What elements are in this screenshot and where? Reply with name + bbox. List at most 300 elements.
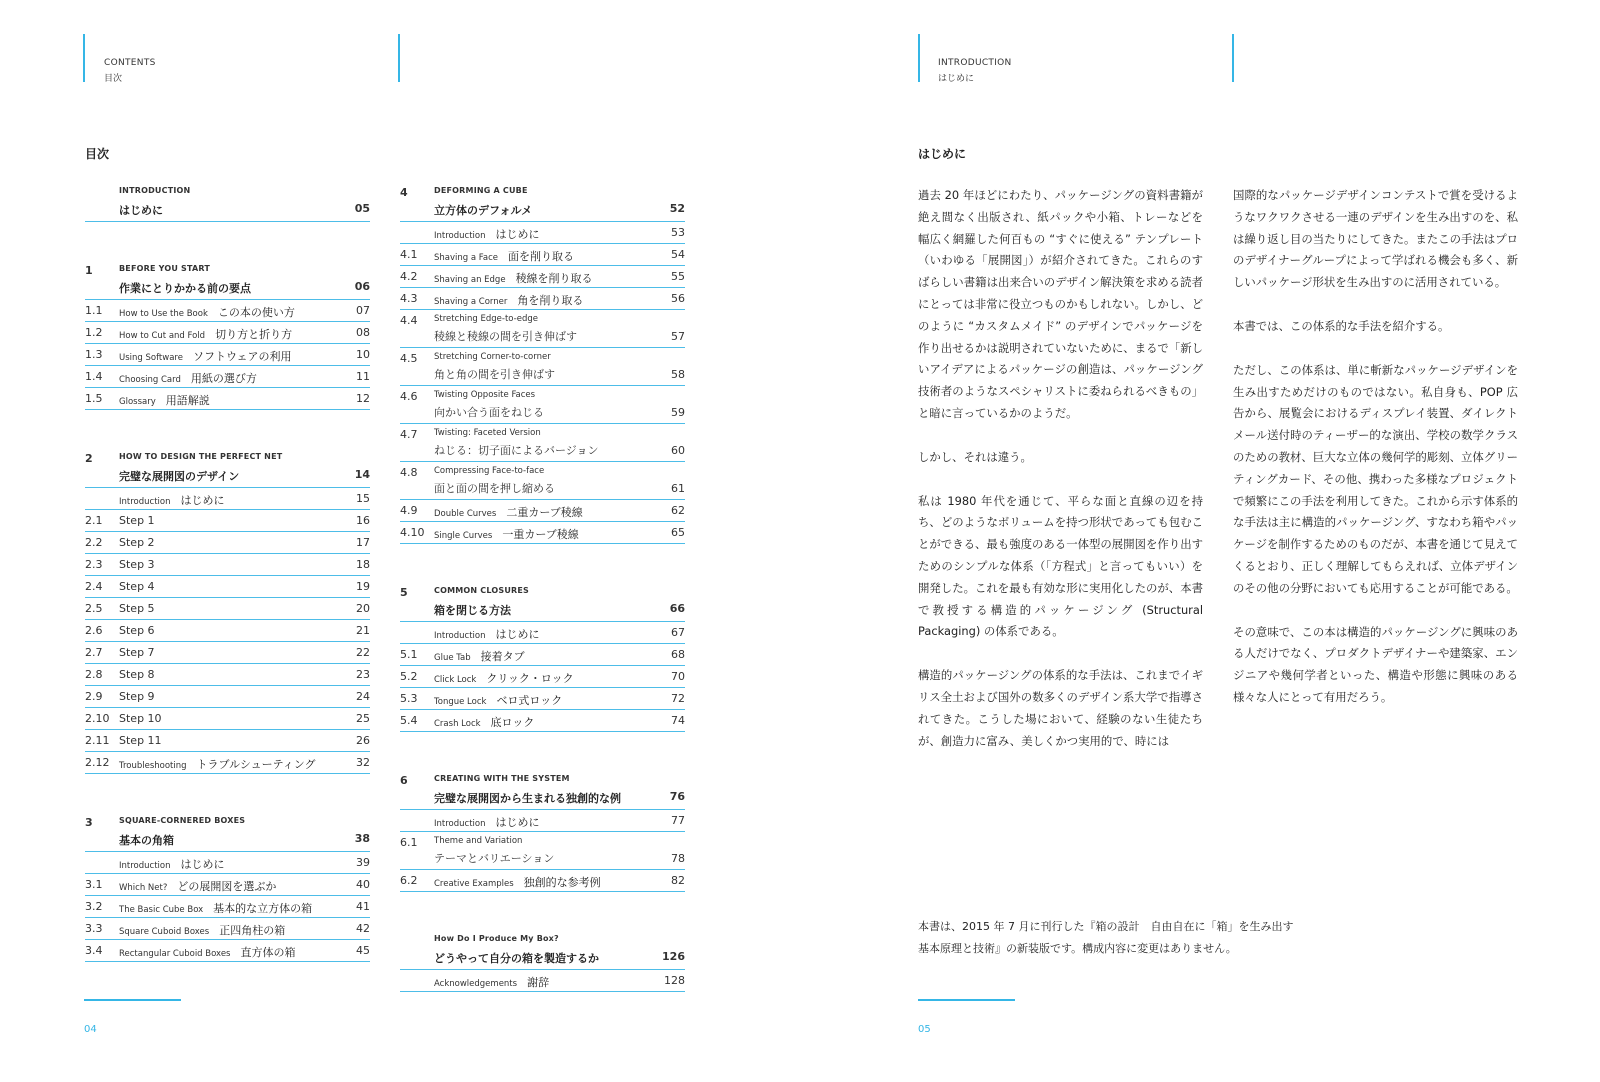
toc-gap bbox=[85, 222, 370, 260]
toc-entry-number: 5.1 bbox=[400, 648, 418, 661]
toc-entry-title-jp: 稜線を削り取る bbox=[515, 272, 593, 285]
toc-entry[interactable] bbox=[85, 488, 370, 510]
toc-entry-number: 4.1 bbox=[400, 248, 418, 261]
toc-entry-title-en: Click Lock bbox=[434, 675, 477, 685]
toc-entry-page: 11 bbox=[356, 370, 370, 383]
toc-entry-title-en: Tongue Lock bbox=[434, 697, 487, 707]
toc-entry[interactable] bbox=[85, 752, 370, 774]
toc-entry-title-jp: はじめに bbox=[495, 228, 540, 241]
toc-entry[interactable] bbox=[400, 522, 685, 544]
toc-entry-number: 3.2 bbox=[85, 900, 103, 913]
toc-entry-title-jp: はじめに bbox=[180, 858, 225, 871]
toc-entry-page: 19 bbox=[356, 580, 370, 593]
toc-entry-page: 41 bbox=[356, 900, 370, 913]
toc-entry-title bbox=[119, 734, 162, 747]
toc-entry-title-jp: 向かい合う面をねじる bbox=[434, 406, 544, 419]
toc-section[interactable] bbox=[85, 260, 370, 300]
toc-section-number: 3 bbox=[85, 816, 93, 829]
toc-section[interactable] bbox=[85, 182, 370, 222]
toc-section[interactable] bbox=[400, 930, 685, 970]
toc-section[interactable] bbox=[85, 812, 370, 852]
toc-entry-number: 2.5 bbox=[85, 602, 103, 615]
toc-entry-page: 61 bbox=[671, 482, 685, 495]
toc-entry-title-en: The Basic Cube Box bbox=[119, 905, 204, 915]
toc-entry-page: 10 bbox=[356, 348, 370, 361]
toc-entry-title-en: Introduction bbox=[434, 231, 486, 241]
toc-entry-number: 6.2 bbox=[400, 874, 418, 887]
toc-entry[interactable] bbox=[85, 940, 370, 962]
toc-section-page: 14 bbox=[354, 468, 370, 481]
toc-entry[interactable] bbox=[85, 510, 370, 532]
toc-section-title-jp: 完璧な展開図から生まれる独創的な例 bbox=[434, 792, 621, 805]
toc-section-number: 1 bbox=[85, 264, 93, 277]
toc-entry-title-en: Square Cuboid Boxes bbox=[119, 927, 210, 937]
toc-gap bbox=[400, 892, 685, 930]
left-header-jp: 目次 bbox=[104, 74, 123, 84]
edition-note bbox=[918, 916, 1418, 960]
toc-entry-title-en: Twisting: Faceted Version bbox=[434, 428, 541, 438]
toc-entry-title bbox=[119, 944, 295, 960]
toc-entry-page: 39 bbox=[356, 856, 370, 869]
toc-entry[interactable] bbox=[85, 642, 370, 664]
toc-entry-title-jp: Step 3 bbox=[119, 558, 155, 571]
toc-entry-title-jp: Step 2 bbox=[119, 536, 155, 549]
toc-entry-page: 58 bbox=[671, 368, 685, 381]
toc-entry-title-jp: 角を削り取る bbox=[517, 294, 584, 307]
toc-entry-title bbox=[119, 646, 155, 659]
toc-entry-number: 2.1 bbox=[85, 514, 103, 527]
toc-entry-title-jp: はじめに bbox=[180, 494, 225, 507]
toc-entry-page: 54 bbox=[671, 248, 685, 261]
toc-entry-title-jp: Step 8 bbox=[119, 668, 155, 681]
toc-entry-title-en: Troubleshooting bbox=[119, 761, 187, 771]
toc-entry-number: 3.1 bbox=[85, 878, 103, 891]
toc-entry-title-jp: Step 9 bbox=[119, 690, 155, 703]
toc-entry-title bbox=[119, 690, 155, 703]
intro-paragraph: 過去 20 年ほどにわたり、パッケージングの資料書籍が絶え間なく出版され、紙パックや小箱、トレーなどを幅広く網羅した何百もの “すぐに使える” テンプレート（いわゆる「展開図」）が紹介されてきた。これらのすばらしい書籍は出来合いのデザイン解決策を求める読者にとっては非常に役立つものかもしれない。しかし、どのように “カスタムメイド” のデザインでパッケージを作り出せるかは説明されていないために、まるで「新しいアイデアによるパッケージの創造は、パッケージング技術者のようなスペシャリストに委ねられるべきもの」と暗に言っているかのようだ。 bbox=[918, 188, 1203, 420]
toc-entry-page: 82 bbox=[671, 874, 685, 887]
toc-section-title-en: How Do I Produce My Box? bbox=[434, 934, 559, 943]
toc-entry[interactable] bbox=[400, 222, 685, 244]
intro-paragraph: しかし、それは違う。 bbox=[918, 449, 1032, 464]
right-footer-rule bbox=[918, 999, 1015, 1001]
toc-entry-title-jp: 正四角柱の箱 bbox=[219, 924, 286, 937]
toc-section-title-en: HOW TO DESIGN THE PERFECT NET bbox=[119, 452, 283, 461]
toc-entry[interactable] bbox=[85, 532, 370, 554]
toc-entry-page: 40 bbox=[356, 878, 370, 891]
toc-entry-page: 32 bbox=[356, 756, 370, 769]
toc-entry-title-en: Single Curves bbox=[434, 531, 493, 541]
toc-entry[interactable] bbox=[85, 852, 370, 874]
intro-paragraph: 国際的なパッケージデザインコンテストで賞を受けるようなワクワクさせる一連のデザインを生み出すのを、私は繰り返し目の当たりにしてきた。またこの手法はプロのデザイナーグループによって学ばれる機会も多く、新しいパッケージ形状を生み出すのに活用されている。 bbox=[1233, 188, 1518, 290]
toc-entry-page: 23 bbox=[356, 668, 370, 681]
toc-section-page: 52 bbox=[669, 202, 685, 215]
toc-entry[interactable] bbox=[85, 576, 370, 598]
toc-entry-title-jp: 謝辞 bbox=[527, 976, 550, 989]
toc-entry-title-jp: 二重カーブ稜線 bbox=[506, 506, 583, 519]
toc-entry-title-en: Crash Lock bbox=[434, 719, 481, 729]
toc-entry-number: 2.4 bbox=[85, 580, 103, 593]
toc-entry-title-jp: 角と角の間を引き伸ばす bbox=[434, 368, 555, 381]
toc-section[interactable] bbox=[400, 770, 685, 810]
toc-entry-title bbox=[119, 558, 155, 571]
toc-section-page: 76 bbox=[669, 790, 685, 803]
toc-entry-page: 42 bbox=[356, 922, 370, 935]
toc-section-title-jp: 完璧な展開図のデザイン bbox=[119, 470, 240, 483]
toc-entry-page: 17 bbox=[356, 536, 370, 549]
toc-entry-title bbox=[434, 670, 574, 686]
toc-entry-number: 4.6 bbox=[400, 390, 418, 403]
toc-entry[interactable] bbox=[400, 266, 685, 288]
toc-entry-title-jp: 底ロック bbox=[490, 716, 535, 729]
toc-entry-number: 2.10 bbox=[85, 712, 110, 725]
toc-entry-title bbox=[119, 304, 295, 320]
toc-entry-title bbox=[119, 624, 155, 637]
toc-section-title-en: DEFORMING A CUBE bbox=[434, 186, 528, 195]
edition-note-line-1: 本書は、2015 年 7 月に刊行した『箱の設計 自由自在に「箱」を生み出す bbox=[918, 920, 1294, 933]
right-header-jp: はじめに bbox=[938, 74, 975, 84]
toc-entry-page: 70 bbox=[671, 670, 685, 683]
toc-section-title-en: INTRODUCTION bbox=[119, 186, 191, 195]
toc-entry-title-jp: ソフトウェアの利用 bbox=[192, 350, 292, 363]
toc-entry-number: 3.3 bbox=[85, 922, 103, 935]
toc-entry-title bbox=[434, 504, 583, 520]
toc-section-number: 4 bbox=[400, 186, 408, 199]
toc-section-title-jp: どうやって自分の箱を製造するか bbox=[434, 952, 599, 965]
toc-section-page: 06 bbox=[354, 280, 370, 293]
intro-paragraph: 構造的パッケージングの体系的な手法は、これまでイギリス全土および国外の数多くのデザイン系大学で指導されてきた。こうした場において、経験のない生徒たちが、創造力に富み、美しくかつ実用的で、時には bbox=[918, 668, 1203, 748]
header-rule-right-2 bbox=[1232, 34, 1234, 82]
toc-entry-title bbox=[119, 492, 224, 508]
toc-entry[interactable] bbox=[400, 500, 685, 522]
toc-entry-title bbox=[434, 526, 579, 542]
toc-entry[interactable] bbox=[85, 708, 370, 730]
toc-entry-title bbox=[434, 874, 601, 890]
toc-entry-title bbox=[119, 712, 162, 725]
toc-entry-title-en: Introduction bbox=[434, 819, 486, 829]
toc-entry-title bbox=[119, 392, 210, 408]
toc-entry-page: 53 bbox=[671, 226, 685, 239]
toc-section[interactable] bbox=[400, 182, 685, 222]
toc-entry-title bbox=[434, 814, 539, 830]
toc-entry-title-en: Glue Tab bbox=[434, 653, 471, 663]
toc-entry-number: 4.9 bbox=[400, 504, 418, 517]
toc-entry-number: 1.5 bbox=[85, 392, 103, 405]
toc-entry-title-en: Glossary bbox=[119, 397, 156, 407]
toc-section-title-jp: 作業にとりかかる前の要点 bbox=[119, 282, 251, 295]
toc-entry[interactable] bbox=[85, 300, 370, 322]
toc-entry-title-en: Which Net? bbox=[119, 883, 168, 893]
toc-entry-page: 45 bbox=[356, 944, 370, 957]
toc-entry[interactable] bbox=[400, 832, 685, 870]
toc-gap bbox=[400, 732, 685, 770]
toc-entry-title bbox=[119, 922, 285, 938]
toc-entry[interactable] bbox=[400, 288, 685, 310]
toc-section-title-jp: 立方体のデフォルメ bbox=[434, 204, 533, 217]
toc-entry-page: 77 bbox=[671, 814, 685, 827]
toc-entry[interactable] bbox=[400, 424, 685, 462]
toc-entry-title-en: Stretching Corner-to-corner bbox=[434, 352, 551, 362]
right-page-number: 05 bbox=[918, 1024, 931, 1035]
toc-entry-title-jp: この本の使い方 bbox=[217, 306, 295, 319]
toc-entry[interactable] bbox=[85, 554, 370, 576]
toc-section-title-jp: 箱を閉じる方法 bbox=[434, 604, 511, 617]
toc-entry-title-jp: 独創的な参考例 bbox=[523, 876, 601, 889]
toc-entry-number: 4.4 bbox=[400, 314, 418, 327]
toc-gap bbox=[400, 544, 685, 582]
toc-entry-number: 2.3 bbox=[85, 558, 103, 571]
toc-entry-title-jp: 用語解説 bbox=[165, 394, 210, 407]
toc-entry-number: 5.3 bbox=[400, 692, 418, 705]
toc-entry-page: 07 bbox=[356, 304, 370, 317]
toc-entry-page: 68 bbox=[671, 648, 685, 661]
toc-entry-number: 2.11 bbox=[85, 734, 110, 747]
toc-entry[interactable] bbox=[85, 730, 370, 752]
toc-entry-title-en: Stretching Edge-to-edge bbox=[434, 314, 538, 324]
toc-entry-title-en: Twisting Opposite Faces bbox=[434, 390, 536, 400]
toc-entry-title bbox=[119, 348, 292, 364]
toc-entry-title-jp: 直方体の箱 bbox=[240, 946, 296, 959]
toc-entry[interactable] bbox=[85, 686, 370, 708]
toc-entry[interactable] bbox=[85, 664, 370, 686]
toc-entry-number: 6.1 bbox=[400, 836, 418, 849]
toc-section-number: 2 bbox=[85, 452, 93, 465]
toc-entry-title-en: Shaving a Corner bbox=[434, 297, 508, 307]
toc-entry-title-en: Shaving an Edge bbox=[434, 275, 506, 285]
header-rule-left-1 bbox=[83, 34, 85, 82]
toc-entry-number: 3.4 bbox=[85, 944, 103, 957]
toc-entry[interactable] bbox=[400, 710, 685, 732]
toc-entry-page: 24 bbox=[356, 690, 370, 703]
toc-entry-title-jp: トラブルシューティング bbox=[196, 758, 316, 771]
toc-entry-number: 2.12 bbox=[85, 756, 110, 769]
toc-column-2 bbox=[400, 182, 685, 992]
toc-section-title-en: CREATING WITH THE SYSTEM bbox=[434, 774, 570, 783]
toc-entry-title-jp: 基本的な立方体の箱 bbox=[213, 902, 313, 915]
toc-entry[interactable] bbox=[85, 874, 370, 896]
toc-entry-title bbox=[434, 974, 549, 990]
toc-entry-title bbox=[119, 536, 155, 549]
toc-entry-title-jp: ねじる：切子面によるバージョン bbox=[434, 444, 599, 457]
toc-entry-title-en: How to Cut and Fold bbox=[119, 331, 206, 341]
toc-entry-page: 62 bbox=[671, 504, 685, 517]
toc-entry-title-jp: Step 10 bbox=[119, 712, 162, 725]
toc-entry-title-en: Double Curves bbox=[434, 509, 497, 519]
toc-entry[interactable] bbox=[85, 918, 370, 940]
toc-entry-title bbox=[119, 900, 312, 916]
toc-entry[interactable] bbox=[85, 322, 370, 344]
right-page-title: はじめに bbox=[918, 147, 967, 161]
toc-section-title-en: BEFORE YOU START bbox=[119, 264, 211, 273]
toc-entry-title-en: Theme and Variation bbox=[434, 836, 523, 846]
toc-entry-page: 128 bbox=[664, 974, 685, 987]
toc-section[interactable] bbox=[400, 582, 685, 622]
toc-entry-title-jp: Step 7 bbox=[119, 646, 155, 659]
toc-entry-page: 08 bbox=[356, 326, 370, 339]
right-header-en: INTRODUCTION bbox=[938, 58, 1012, 68]
toc-entry-number: 2.2 bbox=[85, 536, 103, 549]
toc-entry-title bbox=[119, 602, 155, 615]
toc-entry-title-jp: はじめに bbox=[495, 816, 540, 829]
toc-entry-number: 5.2 bbox=[400, 670, 418, 683]
toc-entry[interactable] bbox=[85, 896, 370, 918]
toc-entry-number: 1.3 bbox=[85, 348, 103, 361]
left-header-en: CONTENTS bbox=[104, 58, 156, 68]
toc-entry-number: 4.5 bbox=[400, 352, 418, 365]
toc-entry-number: 4.3 bbox=[400, 292, 418, 305]
toc-entry-title bbox=[434, 714, 534, 730]
left-page-number: 04 bbox=[84, 1024, 97, 1035]
toc-section-page: 66 bbox=[669, 602, 685, 615]
toc-entry-title-en: Compressing Face-to-face bbox=[434, 466, 545, 476]
toc-entry-title-en: Introduction bbox=[434, 631, 486, 641]
toc-section[interactable] bbox=[85, 448, 370, 488]
toc-entry-title-jp: Step 11 bbox=[119, 734, 162, 747]
toc-entry-page: 56 bbox=[671, 292, 685, 305]
toc-entry[interactable] bbox=[85, 344, 370, 366]
toc-section-page: 38 bbox=[354, 832, 370, 845]
intro-paragraph: その意味で、この本は構造的パッケージングに興味のある人だけでなく、プロダクトデザイナーや建築家、エンジニアや幾何学者といった、構造や形態に興味のある様々な人にとって有用だろう。 bbox=[1233, 624, 1518, 704]
toc-entry-title-jp: Step 1 bbox=[119, 514, 155, 527]
toc-entry-title-jp: テーマとバリエーション bbox=[434, 852, 555, 865]
toc-entry-title bbox=[119, 514, 155, 527]
toc-entry-page: 65 bbox=[671, 526, 685, 539]
toc-entry[interactable] bbox=[400, 666, 685, 688]
toc-entry-page: 57 bbox=[671, 330, 685, 343]
toc-entry-title bbox=[434, 692, 562, 708]
toc-section-number: 6 bbox=[400, 774, 408, 787]
toc-entry-title-en: Rectangular Cuboid Boxes bbox=[119, 949, 231, 959]
toc-entry-number: 4.10 bbox=[400, 526, 425, 539]
toc-entry-number: 1.2 bbox=[85, 326, 103, 339]
toc-entry-title-jp: クリック・ロック bbox=[486, 672, 574, 685]
toc-entry-title bbox=[119, 580, 155, 593]
toc-entry[interactable] bbox=[400, 644, 685, 666]
toc-entry[interactable] bbox=[400, 348, 685, 386]
toc-entry-title bbox=[119, 326, 292, 342]
toc-entry-title-en: Creative Examples bbox=[434, 879, 514, 889]
toc-entry-title-jp: 面を削り取る bbox=[508, 250, 574, 263]
toc-entry-page: 78 bbox=[671, 852, 685, 865]
header-rule-right-1 bbox=[918, 34, 920, 82]
toc-entry[interactable] bbox=[400, 386, 685, 424]
toc-entry[interactable] bbox=[85, 388, 370, 410]
toc-entry[interactable] bbox=[400, 310, 685, 348]
toc-entry-title-jp: 接着タブ bbox=[480, 650, 525, 663]
toc-entry[interactable] bbox=[85, 598, 370, 620]
toc-section-page: 05 bbox=[354, 202, 370, 215]
toc-section-number: 5 bbox=[400, 586, 408, 599]
toc-entry-title-en: How to Use the Book bbox=[119, 309, 208, 319]
toc-entry[interactable] bbox=[400, 622, 685, 644]
toc-entry-page: 55 bbox=[671, 270, 685, 283]
toc-entry-title-en: Introduction bbox=[119, 497, 171, 507]
toc-entry-page: 16 bbox=[356, 514, 370, 527]
toc-entry-page: 21 bbox=[356, 624, 370, 637]
toc-entry-title bbox=[119, 756, 316, 772]
toc-entry-page: 26 bbox=[356, 734, 370, 747]
toc-entry-number: 4.8 bbox=[400, 466, 418, 479]
toc-entry-page: 22 bbox=[356, 646, 370, 659]
toc-entry-page: 59 bbox=[671, 406, 685, 419]
toc-entry-title bbox=[434, 226, 539, 242]
toc-entry[interactable] bbox=[85, 620, 370, 642]
toc-entry-number: 4.2 bbox=[400, 270, 418, 283]
toc-entry-title bbox=[119, 856, 224, 872]
toc-entry-page: 67 bbox=[671, 626, 685, 639]
toc-gap bbox=[85, 410, 370, 448]
toc-entry-title-jp: ベロ式ロック bbox=[496, 694, 563, 707]
toc-entry-number: 2.7 bbox=[85, 646, 103, 659]
toc-entry-number: 2.8 bbox=[85, 668, 103, 681]
toc-entry-title bbox=[119, 878, 276, 894]
toc-entry-title bbox=[434, 626, 539, 642]
intro-column-1 bbox=[918, 185, 1203, 774]
toc-entry-number: 5.4 bbox=[400, 714, 418, 727]
toc-entry[interactable] bbox=[400, 970, 685, 992]
toc-entry-title-en: Choosing Card bbox=[119, 375, 181, 385]
toc-entry-title-jp: 一重カーブ稜線 bbox=[502, 528, 579, 541]
toc-entry-number: 2.6 bbox=[85, 624, 103, 637]
toc-entry-page: 12 bbox=[356, 392, 370, 405]
toc-entry[interactable] bbox=[400, 810, 685, 832]
toc-entry-number: 1.1 bbox=[85, 304, 103, 317]
intro-paragraph: 私は 1980 年代を通じて、平らな面と直線の辺を持ち、どのようなボリュームを持つ形状であっても包むことができる、最も強度のある一体型の展開図を作り出すためのシンプルな体系（「方程式」と言ってもいい）を開発した。これを最も有効な形に実用化したのが、本書で教授する構造的パッケージング (Structural Packaging) の体系である。 bbox=[918, 493, 1203, 639]
toc-entry-title-jp: 稜線と稜線の間を引き伸ばす bbox=[434, 330, 577, 343]
toc-column-1 bbox=[85, 182, 370, 962]
toc-entry-title bbox=[434, 248, 574, 264]
header-rule-left-2 bbox=[398, 34, 400, 82]
toc-entry-title bbox=[119, 668, 155, 681]
intro-paragraph: ただし、この体系は、単に斬新なパッケージデザインを生み出すためだけのものではない。私自身も、POP 広告から、展覧会におけるディスプレイ装置、ダイレクトメール送付時のティーザー的な演出、学校の数学クラスのための教材、巨大な立体の幾何学的彫刻、立体グリーティングカード、その他、携わった多様なプロジェクトで頻繁にこの手法を利用してきた。これから示す体系的な手法は主に構造的パッケージング、すなわち箱やパッケージを制作するためのものだが、本書を通じて見えてくるとおり、正しく理解してもらえれば、立体デザインのその他の分野においても応用することが可能である。 bbox=[1233, 362, 1518, 595]
toc-entry-title-jp: どの展開図を選ぶか bbox=[177, 880, 277, 893]
toc-section-page: 126 bbox=[662, 950, 685, 963]
toc-entry-page: 25 bbox=[356, 712, 370, 725]
toc-entry-title-en: Introduction bbox=[119, 861, 171, 871]
left-page-title: 目次 bbox=[85, 147, 110, 161]
toc-entry-number: 4.7 bbox=[400, 428, 418, 441]
toc-entry-page: 72 bbox=[671, 692, 685, 705]
toc-entry-page: 60 bbox=[671, 444, 685, 457]
toc-entry-number: 2.9 bbox=[85, 690, 103, 703]
toc-section-title-jp: はじめに bbox=[119, 204, 163, 217]
toc-entry[interactable] bbox=[85, 366, 370, 388]
toc-entry-title-jp: 切り方と折り方 bbox=[215, 328, 293, 341]
toc-section-title-en: SQUARE-CORNERED BOXES bbox=[119, 816, 246, 825]
toc-entry-title-jp: 面と面の間を押し縮める bbox=[434, 482, 555, 495]
toc-entry-page: 20 bbox=[356, 602, 370, 615]
toc-entry[interactable] bbox=[400, 870, 685, 892]
toc-entry-title bbox=[119, 370, 257, 386]
toc-section-title-en: COMMON CLOSURES bbox=[434, 586, 530, 595]
toc-entry-title-en: Using Software bbox=[119, 353, 183, 363]
toc-entry-page: 74 bbox=[671, 714, 685, 727]
intro-column-2 bbox=[1233, 185, 1518, 731]
toc-entry-title-jp: 用紙の選び方 bbox=[190, 372, 257, 385]
toc-entry-title-jp: はじめに bbox=[495, 628, 540, 641]
toc-entry[interactable] bbox=[400, 244, 685, 266]
toc-entry-title-jp: Step 6 bbox=[119, 624, 155, 637]
toc-entry[interactable] bbox=[400, 688, 685, 710]
edition-note-line-2: 基本原理と技術』の新装版です。構成内容に変更はありません。 bbox=[918, 942, 1237, 955]
toc-entry-title-en: Shaving a Face bbox=[434, 253, 498, 263]
toc-entry[interactable] bbox=[400, 462, 685, 500]
toc-entry-page: 15 bbox=[356, 492, 370, 505]
toc-gap bbox=[85, 774, 370, 812]
toc-section-title-jp: 基本の角箱 bbox=[119, 834, 174, 847]
toc-entry-page: 18 bbox=[356, 558, 370, 571]
toc-entry-title-jp: Step 5 bbox=[119, 602, 155, 615]
